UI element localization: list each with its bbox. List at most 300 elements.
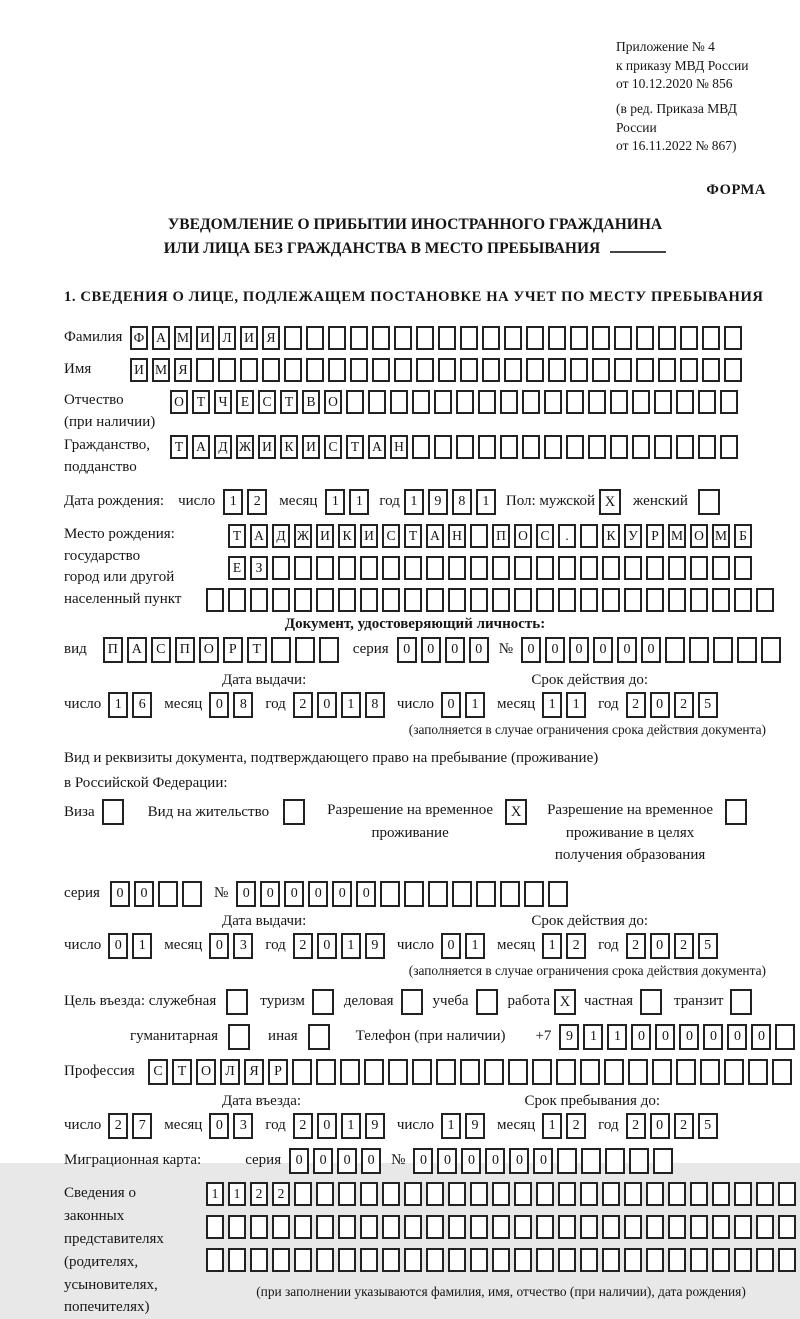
char-cell[interactable] <box>338 588 356 612</box>
char-cell[interactable]: 0 <box>356 881 376 907</box>
char-cell[interactable] <box>748 1059 768 1085</box>
char-cell[interactable] <box>690 1248 708 1272</box>
char-cell[interactable] <box>404 1182 422 1206</box>
char-cell[interactable] <box>476 881 496 907</box>
char-cell[interactable]: 0 <box>437 1148 457 1174</box>
char-cell[interactable]: 0 <box>108 933 128 959</box>
char-cell[interactable] <box>653 1148 673 1174</box>
char-cell[interactable]: 1 <box>349 489 369 515</box>
purpose-tourism-checkbox[interactable] <box>312 989 334 1015</box>
char-cell[interactable]: П <box>492 524 510 548</box>
char-cell[interactable] <box>558 588 576 612</box>
char-cell[interactable] <box>360 1215 378 1239</box>
char-cell[interactable] <box>500 390 518 414</box>
char-cell[interactable] <box>629 1148 649 1174</box>
char-cell[interactable]: Я <box>262 326 280 350</box>
char-cell[interactable] <box>218 358 236 382</box>
char-cell[interactable] <box>482 358 500 382</box>
char-cell[interactable]: 0 <box>727 1024 747 1050</box>
char-cell[interactable]: Е <box>236 390 254 414</box>
char-cell[interactable]: И <box>360 524 378 548</box>
char-cell[interactable] <box>536 1248 554 1272</box>
char-cell[interactable] <box>761 637 781 663</box>
char-cell[interactable] <box>566 390 584 414</box>
char-cell[interactable]: О <box>514 524 532 548</box>
char-cell[interactable] <box>536 556 554 580</box>
char-cell[interactable] <box>702 358 720 382</box>
char-cell[interactable] <box>360 1248 378 1272</box>
char-cell[interactable]: 0 <box>631 1024 651 1050</box>
char-cell[interactable] <box>382 556 400 580</box>
char-cell[interactable]: Л <box>220 1059 240 1085</box>
char-cell[interactable]: . <box>558 524 576 548</box>
char-cell[interactable] <box>558 556 576 580</box>
char-cell[interactable] <box>484 1059 504 1085</box>
char-cell[interactable] <box>492 588 510 612</box>
char-cell[interactable] <box>500 881 520 907</box>
char-cell[interactable] <box>522 435 540 459</box>
char-cell[interactable]: 0 <box>209 1113 229 1139</box>
char-cell[interactable] <box>680 358 698 382</box>
char-cell[interactable] <box>508 1059 528 1085</box>
char-cell[interactable] <box>646 1215 664 1239</box>
char-cell[interactable] <box>556 1059 576 1085</box>
char-cell[interactable] <box>292 1059 312 1085</box>
char-cell[interactable] <box>734 1215 752 1239</box>
char-cell[interactable]: 2 <box>293 933 313 959</box>
sex-male-checkbox[interactable]: X <box>599 489 621 515</box>
char-cell[interactable] <box>271 637 291 663</box>
char-cell[interactable] <box>316 1215 334 1239</box>
char-cell[interactable]: Л <box>218 326 236 350</box>
char-cell[interactable] <box>756 1248 774 1272</box>
char-cell[interactable] <box>646 588 664 612</box>
char-cell[interactable]: 2 <box>272 1182 290 1206</box>
char-cell[interactable]: О <box>324 390 342 414</box>
char-cell[interactable]: 2 <box>566 933 586 959</box>
char-cell[interactable] <box>690 588 708 612</box>
char-cell[interactable]: 2 <box>250 1182 268 1206</box>
purpose-private-checkbox[interactable] <box>640 989 662 1015</box>
char-cell[interactable] <box>294 1215 312 1239</box>
char-cell[interactable] <box>426 1215 444 1239</box>
char-cell[interactable] <box>372 358 390 382</box>
char-cell[interactable] <box>316 1059 336 1085</box>
char-cell[interactable]: А <box>250 524 268 548</box>
char-cell[interactable]: О <box>199 637 219 663</box>
char-cell[interactable]: 0 <box>308 881 328 907</box>
temp-permit-checkbox[interactable]: X <box>505 799 527 825</box>
char-cell[interactable] <box>492 1182 510 1206</box>
char-cell[interactable] <box>690 1182 708 1206</box>
char-cell[interactable] <box>654 390 672 414</box>
char-cell[interactable]: 1 <box>132 933 152 959</box>
char-cell[interactable] <box>724 326 742 350</box>
char-cell[interactable]: Р <box>223 637 243 663</box>
residence-permit-checkbox[interactable] <box>283 799 305 825</box>
char-cell[interactable] <box>338 1215 356 1239</box>
char-cell[interactable]: 1 <box>228 1182 246 1206</box>
char-cell[interactable]: 2 <box>626 692 646 718</box>
char-cell[interactable] <box>698 435 716 459</box>
char-cell[interactable] <box>566 435 584 459</box>
char-cell[interactable]: С <box>536 524 554 548</box>
char-cell[interactable] <box>404 588 422 612</box>
char-cell[interactable] <box>478 435 496 459</box>
char-cell[interactable]: 2 <box>626 1113 646 1139</box>
char-cell[interactable] <box>456 390 474 414</box>
char-cell[interactable]: 8 <box>233 692 253 718</box>
char-cell[interactable] <box>456 435 474 459</box>
char-cell[interactable] <box>558 1215 576 1239</box>
char-cell[interactable]: А <box>368 435 386 459</box>
char-cell[interactable]: М <box>712 524 730 548</box>
char-cell[interactable] <box>328 358 346 382</box>
char-cell[interactable]: С <box>258 390 276 414</box>
char-cell[interactable] <box>262 358 280 382</box>
char-cell[interactable] <box>604 1059 624 1085</box>
purpose-work-checkbox[interactable]: X <box>554 989 576 1015</box>
char-cell[interactable]: К <box>602 524 620 548</box>
char-cell[interactable]: 5 <box>698 692 718 718</box>
char-cell[interactable] <box>610 435 628 459</box>
char-cell[interactable]: 2 <box>293 1113 313 1139</box>
char-cell[interactable]: 9 <box>365 933 385 959</box>
char-cell[interactable] <box>416 358 434 382</box>
char-cell[interactable]: 1 <box>341 692 361 718</box>
char-cell[interactable] <box>668 556 686 580</box>
char-cell[interactable] <box>470 556 488 580</box>
char-cell[interactable]: 0 <box>289 1148 309 1174</box>
char-cell[interactable] <box>388 1059 408 1085</box>
char-cell[interactable] <box>580 1215 598 1239</box>
char-cell[interactable] <box>778 1248 796 1272</box>
char-cell[interactable] <box>632 390 650 414</box>
char-cell[interactable] <box>460 326 478 350</box>
char-cell[interactable] <box>668 1215 686 1239</box>
char-cell[interactable]: И <box>240 326 258 350</box>
char-cell[interactable] <box>624 1215 642 1239</box>
char-cell[interactable] <box>452 881 472 907</box>
char-cell[interactable]: Е <box>228 556 246 580</box>
char-cell[interactable]: С <box>324 435 342 459</box>
char-cell[interactable]: 0 <box>317 692 337 718</box>
char-cell[interactable] <box>558 1248 576 1272</box>
char-cell[interactable] <box>676 390 694 414</box>
char-cell[interactable]: П <box>103 637 123 663</box>
char-cell[interactable]: 0 <box>469 637 489 663</box>
char-cell[interactable]: 7 <box>132 1113 152 1139</box>
char-cell[interactable] <box>580 524 598 548</box>
char-cell[interactable] <box>614 326 632 350</box>
char-cell[interactable] <box>734 1182 752 1206</box>
char-cell[interactable]: О <box>196 1059 216 1085</box>
char-cell[interactable] <box>536 1215 554 1239</box>
char-cell[interactable] <box>470 1215 488 1239</box>
char-cell[interactable] <box>306 326 324 350</box>
char-cell[interactable]: 0 <box>397 637 417 663</box>
char-cell[interactable]: Н <box>448 524 466 548</box>
char-cell[interactable] <box>580 588 598 612</box>
char-cell[interactable]: 0 <box>545 637 565 663</box>
char-cell[interactable] <box>380 881 400 907</box>
char-cell[interactable] <box>350 358 368 382</box>
char-cell[interactable] <box>689 637 709 663</box>
char-cell[interactable]: 6 <box>132 692 152 718</box>
char-cell[interactable] <box>250 1215 268 1239</box>
char-cell[interactable] <box>668 588 686 612</box>
char-cell[interactable] <box>756 1215 774 1239</box>
char-cell[interactable] <box>712 1248 730 1272</box>
char-cell[interactable]: О <box>690 524 708 548</box>
char-cell[interactable]: Т <box>192 390 210 414</box>
char-cell[interactable]: З <box>250 556 268 580</box>
char-cell[interactable] <box>470 524 488 548</box>
char-cell[interactable] <box>478 390 496 414</box>
char-cell[interactable]: 1 <box>223 489 243 515</box>
char-cell[interactable] <box>532 1059 552 1085</box>
char-cell[interactable] <box>196 358 214 382</box>
char-cell[interactable] <box>654 435 672 459</box>
char-cell[interactable]: А <box>192 435 210 459</box>
char-cell[interactable]: И <box>258 435 276 459</box>
char-cell[interactable]: 9 <box>365 1113 385 1139</box>
char-cell[interactable]: 1 <box>404 489 424 515</box>
char-cell[interactable] <box>448 588 466 612</box>
char-cell[interactable] <box>602 556 620 580</box>
char-cell[interactable]: Р <box>646 524 664 548</box>
char-cell[interactable]: Т <box>247 637 267 663</box>
char-cell[interactable]: 2 <box>674 692 694 718</box>
char-cell[interactable] <box>482 326 500 350</box>
char-cell[interactable] <box>580 1059 600 1085</box>
char-cell[interactable]: К <box>280 435 298 459</box>
char-cell[interactable] <box>712 588 730 612</box>
char-cell[interactable] <box>404 1215 422 1239</box>
char-cell[interactable] <box>570 358 588 382</box>
char-cell[interactable] <box>702 326 720 350</box>
char-cell[interactable] <box>426 556 444 580</box>
char-cell[interactable]: 0 <box>650 1113 670 1139</box>
char-cell[interactable]: 1 <box>607 1024 627 1050</box>
char-cell[interactable]: 0 <box>569 637 589 663</box>
char-cell[interactable] <box>412 1059 432 1085</box>
char-cell[interactable] <box>272 1248 290 1272</box>
char-cell[interactable]: 5 <box>698 933 718 959</box>
char-cell[interactable]: 9 <box>465 1113 485 1139</box>
char-cell[interactable] <box>340 1059 360 1085</box>
char-cell[interactable] <box>636 358 654 382</box>
char-cell[interactable] <box>206 588 224 612</box>
char-cell[interactable]: Ф <box>130 326 148 350</box>
char-cell[interactable] <box>316 556 334 580</box>
char-cell[interactable] <box>734 588 752 612</box>
char-cell[interactable] <box>492 1248 510 1272</box>
char-cell[interactable]: Д <box>272 524 290 548</box>
char-cell[interactable] <box>426 1182 444 1206</box>
char-cell[interactable]: 3 <box>233 1113 253 1139</box>
char-cell[interactable]: Т <box>404 524 422 548</box>
char-cell[interactable] <box>284 326 302 350</box>
char-cell[interactable]: 0 <box>332 881 352 907</box>
char-cell[interactable] <box>500 435 518 459</box>
char-cell[interactable] <box>514 1248 532 1272</box>
char-cell[interactable]: 0 <box>445 637 465 663</box>
char-cell[interactable] <box>416 326 434 350</box>
char-cell[interactable]: У <box>624 524 642 548</box>
char-cell[interactable] <box>526 358 544 382</box>
char-cell[interactable]: М <box>152 358 170 382</box>
char-cell[interactable] <box>404 881 424 907</box>
char-cell[interactable]: В <box>302 390 320 414</box>
char-cell[interactable] <box>652 1059 672 1085</box>
char-cell[interactable]: 2 <box>293 692 313 718</box>
char-cell[interactable] <box>250 1248 268 1272</box>
char-cell[interactable] <box>206 1248 224 1272</box>
char-cell[interactable] <box>504 358 522 382</box>
purpose-transit-checkbox[interactable] <box>730 989 752 1015</box>
char-cell[interactable] <box>404 1248 422 1272</box>
char-cell[interactable] <box>448 1248 466 1272</box>
char-cell[interactable]: П <box>175 637 195 663</box>
char-cell[interactable] <box>676 435 694 459</box>
char-cell[interactable]: И <box>196 326 214 350</box>
temp-permit-edu-checkbox[interactable] <box>725 799 747 825</box>
char-cell[interactable]: 0 <box>421 637 441 663</box>
char-cell[interactable] <box>522 390 540 414</box>
char-cell[interactable] <box>734 1248 752 1272</box>
char-cell[interactable]: 1 <box>583 1024 603 1050</box>
purpose-humanitarian-checkbox[interactable] <box>228 1024 250 1050</box>
char-cell[interactable]: 2 <box>247 489 267 515</box>
char-cell[interactable] <box>470 1248 488 1272</box>
char-cell[interactable]: 1 <box>542 933 562 959</box>
char-cell[interactable] <box>360 556 378 580</box>
char-cell[interactable] <box>448 1215 466 1239</box>
char-cell[interactable]: 0 <box>317 933 337 959</box>
purpose-official-checkbox[interactable] <box>226 989 248 1015</box>
char-cell[interactable] <box>628 1059 648 1085</box>
char-cell[interactable]: 0 <box>441 933 461 959</box>
char-cell[interactable] <box>306 358 324 382</box>
purpose-other-checkbox[interactable] <box>308 1024 330 1050</box>
char-cell[interactable]: 1 <box>341 1113 361 1139</box>
char-cell[interactable] <box>592 326 610 350</box>
char-cell[interactable] <box>206 1215 224 1239</box>
char-cell[interactable] <box>646 1248 664 1272</box>
char-cell[interactable] <box>350 326 368 350</box>
char-cell[interactable] <box>737 637 757 663</box>
char-cell[interactable]: 0 <box>313 1148 333 1174</box>
char-cell[interactable]: Б <box>734 524 752 548</box>
char-cell[interactable] <box>734 556 752 580</box>
char-cell[interactable]: И <box>302 435 320 459</box>
char-cell[interactable]: Я <box>174 358 192 382</box>
char-cell[interactable]: 1 <box>341 933 361 959</box>
char-cell[interactable] <box>228 588 246 612</box>
char-cell[interactable]: 1 <box>465 933 485 959</box>
char-cell[interactable] <box>360 1182 378 1206</box>
char-cell[interactable] <box>668 1182 686 1206</box>
char-cell[interactable] <box>580 1182 598 1206</box>
char-cell[interactable] <box>581 1148 601 1174</box>
char-cell[interactable]: 0 <box>703 1024 723 1050</box>
char-cell[interactable]: 0 <box>134 881 154 907</box>
char-cell[interactable] <box>610 390 628 414</box>
char-cell[interactable] <box>514 1182 532 1206</box>
char-cell[interactable] <box>316 588 334 612</box>
char-cell[interactable] <box>636 326 654 350</box>
char-cell[interactable] <box>492 1215 510 1239</box>
char-cell[interactable] <box>712 556 730 580</box>
char-cell[interactable] <box>646 556 664 580</box>
char-cell[interactable]: 1 <box>542 692 562 718</box>
char-cell[interactable] <box>382 1248 400 1272</box>
char-cell[interactable]: А <box>152 326 170 350</box>
char-cell[interactable]: Т <box>346 435 364 459</box>
char-cell[interactable] <box>756 1182 774 1206</box>
char-cell[interactable] <box>602 1215 620 1239</box>
char-cell[interactable] <box>778 1215 796 1239</box>
char-cell[interactable] <box>338 556 356 580</box>
char-cell[interactable] <box>665 637 685 663</box>
char-cell[interactable] <box>382 1182 400 1206</box>
char-cell[interactable] <box>605 1148 625 1174</box>
char-cell[interactable]: 1 <box>566 692 586 718</box>
char-cell[interactable]: А <box>127 637 147 663</box>
char-cell[interactable] <box>514 556 532 580</box>
char-cell[interactable] <box>624 556 642 580</box>
char-cell[interactable] <box>228 1215 246 1239</box>
purpose-business-checkbox[interactable] <box>401 989 423 1015</box>
char-cell[interactable]: 0 <box>533 1148 553 1174</box>
char-cell[interactable] <box>394 326 412 350</box>
char-cell[interactable] <box>412 435 430 459</box>
char-cell[interactable] <box>294 588 312 612</box>
char-cell[interactable]: Я <box>244 1059 264 1085</box>
char-cell[interactable] <box>382 588 400 612</box>
char-cell[interactable] <box>404 556 422 580</box>
char-cell[interactable]: С <box>382 524 400 548</box>
char-cell[interactable] <box>698 390 716 414</box>
char-cell[interactable]: 0 <box>650 692 670 718</box>
char-cell[interactable] <box>394 358 412 382</box>
char-cell[interactable]: 2 <box>108 1113 128 1139</box>
char-cell[interactable]: 0 <box>617 637 637 663</box>
char-cell[interactable] <box>460 1059 480 1085</box>
char-cell[interactable] <box>526 326 544 350</box>
char-cell[interactable] <box>536 1182 554 1206</box>
char-cell[interactable] <box>580 556 598 580</box>
char-cell[interactable] <box>775 1024 795 1050</box>
char-cell[interactable] <box>272 1215 290 1239</box>
char-cell[interactable] <box>536 588 554 612</box>
char-cell[interactable]: 3 <box>233 933 253 959</box>
char-cell[interactable]: Т <box>228 524 246 548</box>
char-cell[interactable]: 0 <box>236 881 256 907</box>
char-cell[interactable] <box>434 390 452 414</box>
char-cell[interactable]: 1 <box>325 489 345 515</box>
char-cell[interactable] <box>412 390 430 414</box>
char-cell[interactable]: Ж <box>236 435 254 459</box>
char-cell[interactable]: 2 <box>626 933 646 959</box>
char-cell[interactable] <box>438 326 456 350</box>
char-cell[interactable] <box>438 358 456 382</box>
char-cell[interactable] <box>524 881 544 907</box>
char-cell[interactable]: Т <box>172 1059 192 1085</box>
char-cell[interactable] <box>624 588 642 612</box>
char-cell[interactable]: 0 <box>521 637 541 663</box>
